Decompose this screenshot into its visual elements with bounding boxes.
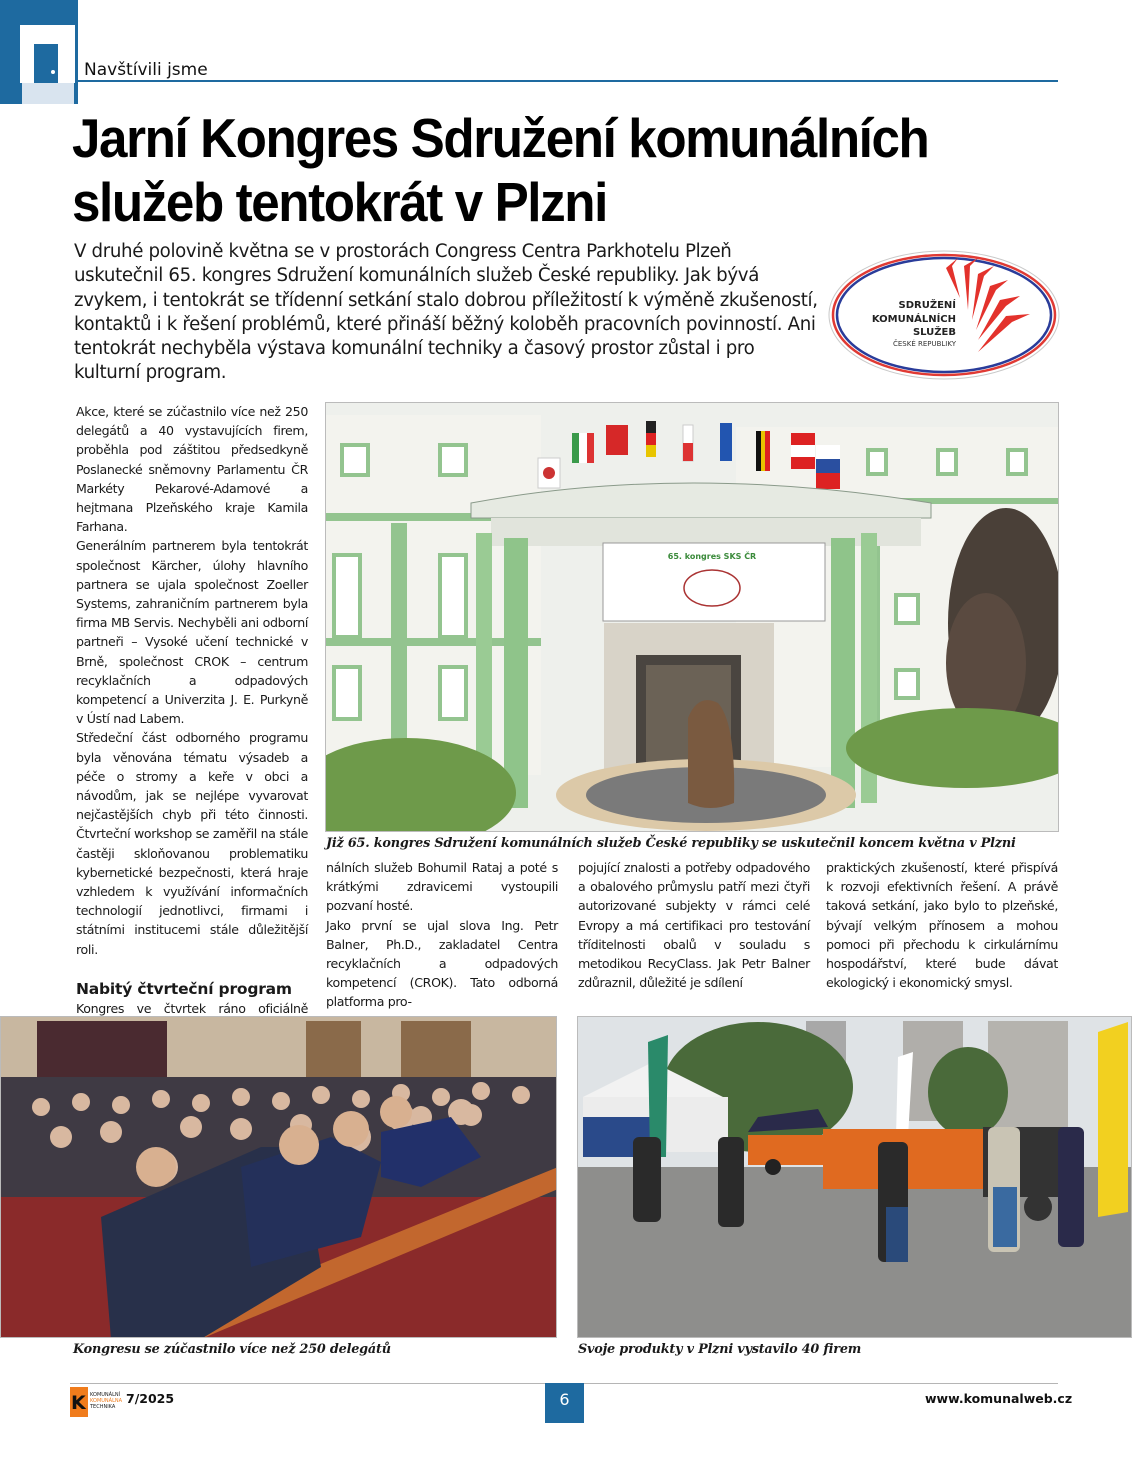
komunalni-technika-logo <box>70 1387 122 1417</box>
article-title-line2: služeb tentokrát v Plzni <box>72 171 607 233</box>
issue-number: 7/2025 <box>126 1391 175 1406</box>
body-column-1 <box>76 402 308 1037</box>
body-paragraph: Kongres ve čtvrtek ráno oficiálně <box>76 1000 308 1016</box>
article-title <box>72 106 1002 234</box>
photo-hotel-entrance <box>325 402 1059 832</box>
body-paragraph: praktických zkušeností, které přispívá k rozvoji efektivních řešení. A právě taková setkání, jako bylo to plzeňské, bývají velkým přínosem a mohou pomoci při přechodu k cirkulárnímu hospodářství, které bude dávat ekologický i ekonomický smysl. <box>826 860 1058 991</box>
photo-exhibition <box>577 1016 1132 1338</box>
banner-text: 65. kongres SKS ČR <box>667 552 757 561</box>
logo-text-line3: SLUŽEB <box>912 327 956 338</box>
body-paragraph: Akce, které se zúčastnilo více než 250 delegátů a 40 vystavujících firem, proběhla pod záštitou předsedkyně Poslanecké sněmovny Parlamentu ČR Markéty Pekarové-Adamové a hejtmana Plzeňského kraje Kamila Farhana. <box>76 404 308 535</box>
kt-logo-line1: KOMUNÁLNÍ <box>90 1392 121 1398</box>
subheading: Nabitý čtvrteční program <box>76 979 292 998</box>
body-paragraph: Generálním partnerem byla tentokrát společnost Kärcher, úlohy hlavního partnera se ujala společnost Zoeller Systems, zahraničním partnerem byla firma MB Servis. Nechyběli ani odborní partneři – Vysoké učení technické v Brně, společnost CROK – centrum recyklačních a odpadových kompetencí a Univerzita J. E. Purkyně v Ústí nad Labem. <box>76 538 308 727</box>
body-paragraph: nálních služeb Bohumil Rataj a poté s krátkými zdravicemi vystoupili pozvaní hosté. <box>326 860 558 914</box>
website-link[interactable]: www.komunalweb.cz <box>925 1391 1073 1406</box>
photo-caption-hall: Kongresu se zúčastnilo více než 250 delegátů <box>73 1342 391 1357</box>
body-paragraph: Jako první se ujal slova Ing. Petr Balner, Ph.D., zakladatel Centra recyklačních a odpadových kompetencí (CROK). Tato odborná platforma pro- <box>326 917 558 1010</box>
body-column-2 <box>326 858 558 1012</box>
body-column-4 <box>826 858 1058 992</box>
kt-logo-line3: TECHNIKA <box>90 1404 116 1410</box>
sks-cr-logo <box>826 248 1062 382</box>
body-paragraph: Středeční část odborného programu byla věnována tématu výsadeb a péče o stromy a keře v obci a návodům, jak se nejlépe vyvarovat nejčastějších chyb při této činnosti. Čtvrteční workshop se zaměřil na stále častěji skloňovanou problematiku kybernetické bezpečnosti, která hraje vzhledem k využívání informačních technologií jednotlivci, firmami i státními institucemi stále důležitější roli. <box>76 730 308 957</box>
logo-text-line4: ČESKÉ REPUBLIKY <box>892 340 956 348</box>
body-column-3 <box>578 858 810 992</box>
congress-hall-illustration <box>1 1017 557 1338</box>
svg-text:K: K <box>71 1392 86 1414</box>
section-divider <box>78 80 1058 82</box>
page-number: 6 <box>545 1383 584 1423</box>
section-door-logo <box>0 0 78 104</box>
photo-congress-hall <box>0 1016 557 1338</box>
article-lead: V druhé polovině května se v prostorách Congress Centra Parkhotelu Plzeň uskutečnil 65. kongres Sdružení komunálních služeb České republiky. Jak bývá zvykem, i tentokrát se třídenní setkání stalo dobrou příležitostí k výměně zkušeností, kontaktů i k řešení problémů, které přináší běžný koloběh pracovních povinností. Ani tentokrát nechyběla výstava komunální techniky a časový prostor zůstal i pro kulturní program. <box>74 241 818 384</box>
article-title-line1: Jarní Kongres Sdružení komunálních <box>72 107 929 169</box>
body-paragraph: pojující znalosti a potřeby odpadového a obalového průmyslu patří mezi čtyři autorizované subjekty v rámci celé Evropy a má certifikaci pro testování tříditelnosti obalů v souladu s metodikou RecyClass. Jak Petr Balner zdůraznil, důležité je sdílení <box>578 860 810 991</box>
section-label: Navštívili jsme <box>84 60 208 80</box>
photo-caption-hotel: Již 65. kongres Sdružení komunálních služeb České republiky se uskutečnil koncem května v Plzni <box>326 836 1016 851</box>
logo-text-line2: KOMUNÁLNÍCH <box>871 314 956 325</box>
exhibition-illustration <box>578 1017 1132 1338</box>
photo-caption-expo: Svoje produkty v Plzni vystavilo 40 firem <box>578 1342 862 1357</box>
kt-logo-line2: KOMUNÁLNA <box>90 1398 122 1404</box>
logo-text-line1: SDRUŽENÍ <box>898 300 956 311</box>
hotel-illustration <box>326 403 1059 832</box>
